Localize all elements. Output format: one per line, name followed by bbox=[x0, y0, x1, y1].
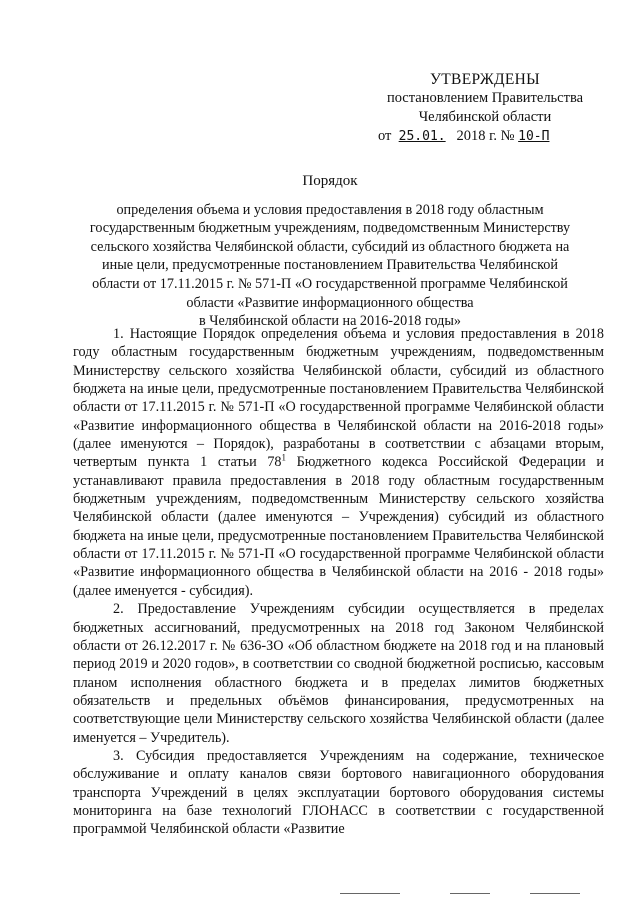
year-number-label: 2018 г. № bbox=[456, 128, 515, 144]
paragraph-3: 3. Субсидия предоставляется Учреждениям на содержание, техническое обслуживание и оплату каналов связи бортового навигационного оборудования транспорта Учреждений в целях эксплуатации бортового оборудования системы мониторинга на базе технологий ГЛОНАСС в соответствии с государственной программой Челябинской области «Развитие bbox=[73, 747, 604, 838]
paragraph-2: 2. Предоставление Учреждениям субсидии осуществляется в пределах бюджетных ассигнований, предусмотренных на 2018 год Законом Челябинской области от 26.12.2017 г. № 636-ЗО «Об областном бюджете на 2018 год и на плановый период 2019 и 2020 годов», в соответствии со сводной бюджетной росписью, кассовым планом исполнения областного бюджета и в пределах лимитов бюджетных обязательств и предельных объёмов финансирования, предусмотренных на соответствующие цели Министерству сельского хозяйства Челябинской области (далее именуется – Учредитель). bbox=[73, 601, 604, 746]
paragraph-1-part-b: Бюджетного кодекса Российской Федерации и устанавливают правила предоставления в 2018 году областным государственным бюджетным учреждениям, подведомственным Министерству сельского хозяйства Челябинской области (далее именуются – Учреждения) субсидий из областного бюджета на иные цели, предусмотренные постановлением Правительства Челябинской области от 17.11.2015 г. № 571-П «О государственной программе Челябинской области «Развитие информационного общества в Челябинской области на 2016 - 2018 годы» (далее именуется - субсидия). bbox=[73, 454, 604, 599]
footer-divider bbox=[340, 893, 400, 894]
article-superscript: 1 bbox=[281, 452, 287, 463]
paragraph-1 bbox=[73, 325, 604, 600]
heading-line: определения объема и условия предоставления в 2018 году областным bbox=[116, 201, 544, 218]
handwritten-number: 10-П bbox=[518, 129, 550, 144]
approval-date-line bbox=[370, 127, 600, 146]
heading-line: области «Развитие информационного общества bbox=[186, 294, 474, 311]
approval-block bbox=[370, 70, 600, 146]
footer-marks bbox=[340, 891, 580, 897]
approval-line-1: постановлением Правительства bbox=[386, 90, 584, 106]
handwritten-date: 25.01. bbox=[398, 129, 446, 144]
heading-line: государственным бюджетным учреждениям, подведомственным Министерству bbox=[89, 220, 571, 237]
paragraph-1-part-a: 1. Настоящие Порядок определения объема и условия предоставления в 2018 году областным государственным бюджетным учреждениям, подведомственным Министерству сельского хозяйства Челябинской области, субсидий из областного бюджета на иные цели, предусмотренные постановлением Правительства Челябинской области от 17.11.2015 г. № 571-П «О государственной программе Челябинской области «Развитие информационного общества в Челябинской области на 2016-2018 годы» (далее именуются – Порядок), разработаны в соответствии с абзацами вторым, четвертым пункта 1 статьи 78 bbox=[73, 326, 604, 471]
approval-line-2: Челябинской области bbox=[418, 109, 552, 125]
document-heading bbox=[60, 172, 600, 331]
footer-divider bbox=[450, 893, 490, 894]
heading-line: в Челябинской области на 2016-2018 годы» bbox=[199, 313, 461, 330]
document-body bbox=[73, 325, 604, 839]
footer-divider bbox=[530, 893, 580, 894]
from-label: от bbox=[378, 128, 392, 144]
approval-title: УТВЕРЖДЕНЫ bbox=[430, 71, 540, 88]
heading-line: иные цели, предусмотренные постановлением Правительства Челябинской bbox=[102, 257, 558, 274]
heading-line: сельского хозяйства Челябинской области, субсидий из областного бюджета на bbox=[90, 238, 570, 255]
heading-line: области от 17.11.2015 г. № 571-П «О государственной программе Челябинской bbox=[92, 275, 568, 292]
document-title: Порядок bbox=[302, 173, 358, 189]
